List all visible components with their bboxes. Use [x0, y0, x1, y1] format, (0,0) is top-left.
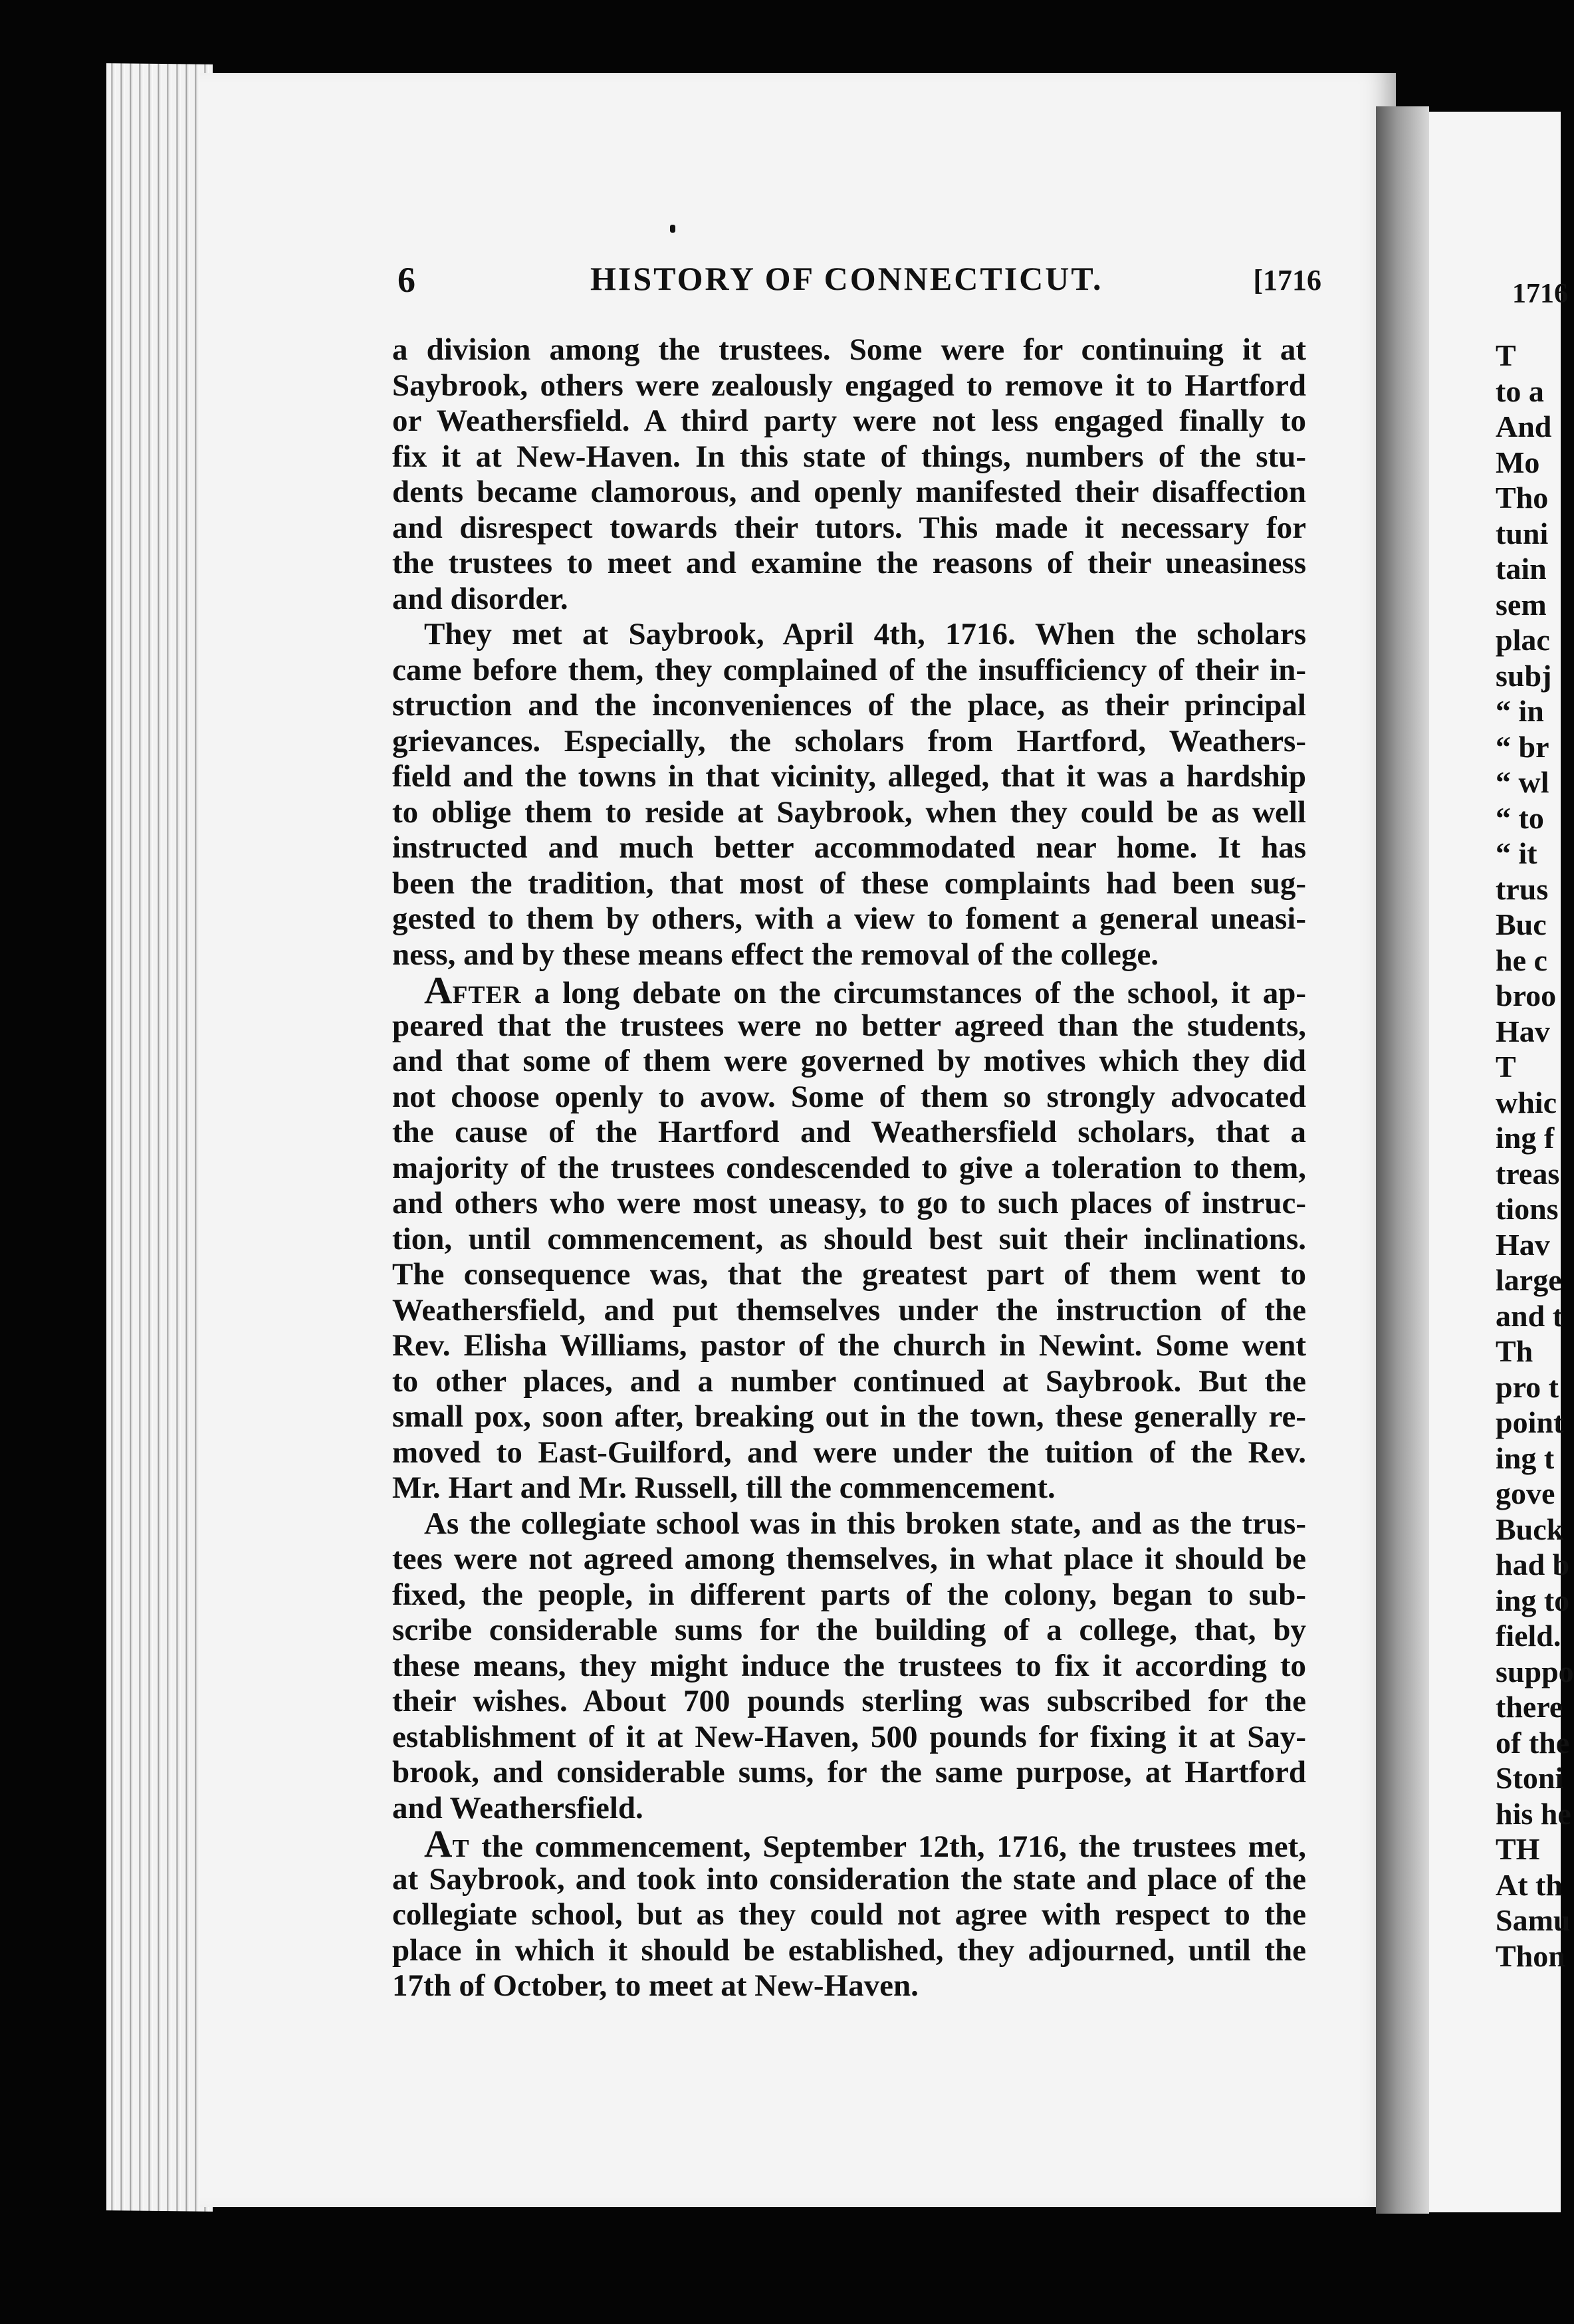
body-text [392, 332, 1306, 2004]
facing-page-line: had b [1496, 1548, 1570, 1581]
text-line: and Weathersfield. [392, 1790, 643, 1825]
facing-page-line: Buck [1496, 1512, 1564, 1546]
text-line: They met at Saybrook, April 4th, 1716. When the scholars [424, 617, 1306, 651]
lead-capital: A [424, 969, 453, 1012]
facing-page-line: Stoni [1496, 1761, 1564, 1795]
text-line: dents became clamorous, and openly manifested their disaffection [392, 475, 1306, 509]
facing-page-line: Hav [1496, 1014, 1550, 1048]
facing-page-line: to a [1496, 374, 1544, 408]
facing-page [1429, 112, 1574, 2212]
facing-page-line: tions [1496, 1192, 1559, 1226]
text-line: instructed and much better accommodated near home. It has [392, 830, 1306, 865]
lead-small-caps: FTER [452, 982, 522, 1009]
facing-page-line: he c [1496, 943, 1547, 977]
facing-page-line: plac [1496, 623, 1550, 657]
text-line: and others who were most uneasy, to go to such places of instruc- [392, 1186, 1306, 1220]
text-line: came before them, they complained of the insufficiency of their in- [392, 652, 1306, 687]
facing-page-line: gove [1496, 1476, 1555, 1510]
facing-page-line: tain [1496, 552, 1547, 586]
facing-page-line: “ to [1496, 800, 1544, 835]
running-header [397, 259, 1321, 299]
text-line: and disorder. [392, 581, 568, 616]
facing-page-line: “ br [1496, 729, 1549, 764]
facing-page-header: 1716 [1512, 279, 1568, 309]
facing-page-line: his he [1496, 1796, 1571, 1831]
text-line: the trustees to meet and examine the reasons of their uneasiness [392, 546, 1306, 580]
paragraph [392, 1822, 1306, 2004]
book-gutter [1376, 106, 1429, 2214]
facing-page-line: there [1496, 1690, 1563, 1724]
ink-dot [670, 225, 675, 233]
text-line: fix it at New-Haven. In this state of things, numbers of the stu- [392, 439, 1306, 474]
text-line: fixed, the people, in different parts of the colony, began to sub- [392, 1577, 1306, 1612]
text-line: the cause of the Hartford and Weathersfield scholars, that a [392, 1115, 1306, 1149]
facing-page-line: T [1496, 338, 1516, 372]
facing-page-line: subj [1496, 658, 1552, 693]
text-line [392, 969, 1306, 1012]
facing-page-line: field. [1496, 1619, 1561, 1653]
facing-page-line: ing to [1496, 1583, 1570, 1617]
text-line: Saybrook, others were zealously engaged to remove it to Hartford [392, 368, 1306, 403]
text-line: ness, and by these means effect the removal of the college. [392, 937, 1159, 972]
text-line: gested to them by others, with a view to foment a general uneasi- [392, 901, 1306, 936]
paragraph [392, 332, 1306, 617]
text-line: tion, until commencement, as should best suit their inclinations. [392, 1221, 1306, 1256]
facing-page-text [1496, 338, 1574, 1974]
text-line: collegiate school, but as they could not agree with respect to the [392, 1897, 1306, 1932]
text-line: field and the towns in that vicinity, alleged, that it was a hardship [392, 759, 1306, 794]
paragraph [392, 969, 1306, 1506]
text-line: As the collegiate school was in this broken state, and as the trus- [424, 1506, 1306, 1541]
facing-page-line: “ in [1496, 694, 1544, 728]
facing-page-line: Th [1496, 1334, 1533, 1368]
text-line: and disrespect towards their tutors. This made it necessary for [392, 510, 1306, 545]
text-line: peared that the trustees were no better agreed than the students, [392, 1008, 1306, 1043]
text-line: tees were not agreed among themselves, in what place it should be [392, 1542, 1306, 1576]
text-line: place in which it should be established, they adjourned, until the [392, 1932, 1306, 1968]
text-line: moved to East-Guilford, and were under the tuition of the Rev. [392, 1435, 1306, 1470]
paragraph [392, 1506, 1306, 1827]
facing-page-line: ing f [1496, 1121, 1555, 1155]
text-line: and that some of them were governed by motives which they did [392, 1044, 1306, 1078]
facing-page-line: point [1496, 1405, 1564, 1439]
facing-page-line: Tho [1496, 481, 1549, 515]
text-line: these means, they might induce the trustees to fix it according to [392, 1648, 1306, 1683]
text-line: a division among the trustees. Some were for continuing it at [392, 332, 1306, 367]
running-title: HISTORY OF CONNECTICUT. [590, 260, 1103, 297]
header-year: [1716 [1253, 264, 1321, 296]
facing-page-line: suppo [1496, 1654, 1574, 1688]
text-line: to other places, and a number continued at Saybrook. But the [392, 1363, 1306, 1399]
facing-page-line: sem [1496, 587, 1547, 622]
text-line: Weathersfield, and put themselves under the instruction of the [392, 1292, 1306, 1328]
text-line: The consequence was, that the greatest part of them went to [392, 1257, 1306, 1292]
lead-capital: A [424, 1822, 453, 1865]
text-line [392, 1822, 1306, 1865]
text-line: brook, and considerable sums, for the same purpose, at Hartford [392, 1755, 1306, 1790]
text-line: to oblige them to reside at Saybrook, when they could be as well [392, 794, 1306, 830]
page-stack-edges [106, 63, 213, 2212]
text-line: struction and the inconveniences of the place, as their principal [392, 688, 1306, 723]
facing-page-line: tuni [1496, 516, 1549, 550]
text-line: small pox, soon after, breaking out in the town, these generally re- [392, 1399, 1306, 1434]
text-line: been the tradition, that most of these complaints had been sug- [392, 866, 1306, 901]
text-line: grievances. Especially, the scholars from Hartford, Weathers- [392, 723, 1306, 758]
facing-page-line: of the [1496, 1725, 1570, 1760]
facing-page-line: ing t [1496, 1441, 1555, 1475]
page-number: 6 [397, 260, 415, 300]
facing-page-line: At th [1496, 1867, 1563, 1902]
facing-page-line: broo [1496, 979, 1557, 1012]
text-line: or Weathersfield. A third party were not less engaged finally to [392, 404, 1306, 438]
facing-page-line: Buc [1496, 907, 1547, 941]
text-line: Mr. Hart and Mr. Russell, till the commencement. [392, 1470, 1056, 1505]
text-line: not choose openly to avow. Some of them so strongly advocated [392, 1079, 1306, 1114]
text-line: Rev. Elisha Williams, pastor of the church in Newint. Some went [392, 1328, 1306, 1363]
facing-page-line: “ it [1496, 836, 1537, 870]
facing-page-line: “ wl [1496, 765, 1549, 799]
text-line: their wishes. About 700 pounds sterling was subscribed for the [392, 1684, 1306, 1718]
facing-page-line: Mo [1496, 445, 1540, 479]
facing-page-line: Thon [1496, 1938, 1565, 1973]
facing-page-line: whic [1496, 1085, 1557, 1119]
line-text: a long debate on the circumstances of the school, it ap- [521, 976, 1306, 1010]
text-line: at Saybrook, and took into consideration the state and place of the [392, 1861, 1306, 1897]
text-line: majority of the trustees condescended to give a toleration to them, [392, 1150, 1306, 1185]
facing-page-line: pro t [1496, 1369, 1559, 1404]
facing-page-line: Samu [1496, 1903, 1571, 1937]
facing-page-line: TH [1496, 1832, 1540, 1866]
line-text: the commencement, September 12th, 1716, the trustees met, [469, 1829, 1306, 1864]
text-line: scribe considerable sums for the building of a college, that, by [392, 1613, 1306, 1647]
text-line: 17th of October, to meet at New-Haven. [392, 1968, 919, 2003]
facing-page-line: Hav [1496, 1227, 1550, 1262]
facing-page-line: large [1496, 1263, 1562, 1297]
facing-page-line: treas [1496, 1156, 1560, 1191]
lead-small-caps: T [452, 1835, 470, 1863]
facing-page-line: and t [1496, 1298, 1563, 1333]
text-line: establishment of it at New-Haven, 500 pounds for fixing it at Say- [392, 1719, 1306, 1754]
facing-page-line: And [1496, 409, 1552, 443]
facing-page-line: trus [1496, 872, 1549, 906]
paragraph [392, 617, 1306, 973]
facing-page-line: T [1496, 1050, 1516, 1084]
